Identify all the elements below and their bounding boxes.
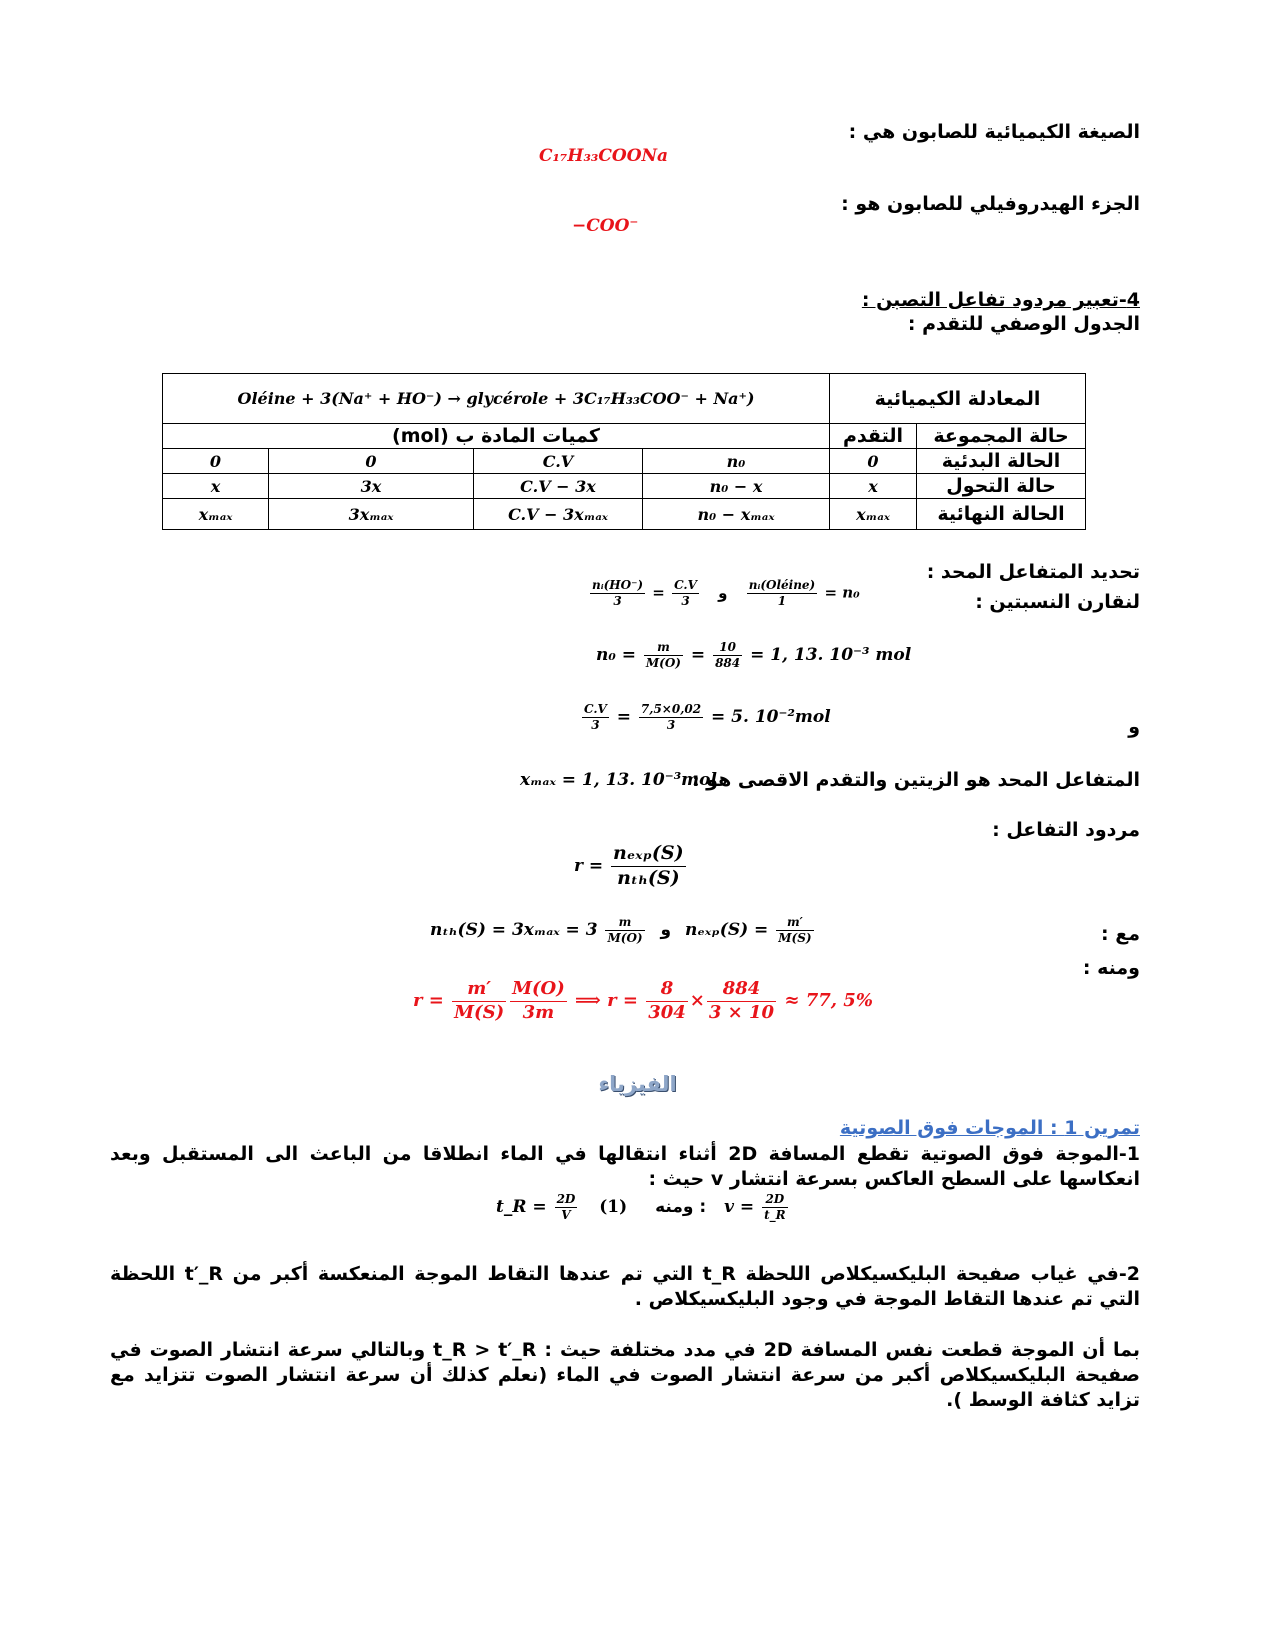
- nth-expr: nₜₕ(S) = 3xₘₐₓ = 3: [430, 920, 598, 940]
- and-word: و: [718, 583, 728, 602]
- chemical-equation: Oléine + 3(Na⁺ + HO⁻) → glycérole + 3C₁₇H₃₃COO⁻ + Na⁺): [163, 374, 830, 424]
- row-cell: C.V − 3xₘₐₓ: [474, 499, 643, 530]
- ratio2-rhs: = n₀: [824, 583, 860, 602]
- row-cell: C.V − 3x: [474, 474, 643, 499]
- question-1: 1-الموجة فوق الصوتية تقطع المسافة 2D أثناء انتقالها في الماء انطلاقا من الباعث الى المستقبل وبعد انعكاسها على السطح العاكس بسرعة انتشار v حيث :: [110, 1143, 1141, 1190]
- row-advance: x: [830, 474, 917, 499]
- cv-frac1-den: 3: [582, 717, 609, 733]
- nexp-num: m′: [786, 915, 803, 929]
- row-cell: xₘₐₓ: [163, 499, 269, 530]
- final-f4-den: 3 × 10: [708, 1001, 775, 1023]
- ratio-equation: $\frac{\text{nᵢ(HO⁻)}}{3}$ = $\frac{C.V}{3}$ و $\frac{\text{nᵢ(Oléine)}}{1}$ = n₀: [592, 578, 860, 608]
- table-row: [163, 474, 1086, 499]
- nth-den: M(O): [607, 931, 643, 945]
- nth-num: m: [618, 915, 632, 929]
- final-implies: ⟹ r =: [575, 990, 638, 1011]
- row-cell: 3x: [269, 474, 474, 499]
- yield-formula: [574, 842, 688, 891]
- row-cell: 0: [269, 449, 474, 474]
- ratio1-num: nᵢ(HO⁻): [592, 578, 644, 592]
- n0-frac2-den: 884: [715, 656, 741, 670]
- table-row: [163, 449, 1086, 474]
- row-cell: 0: [163, 449, 269, 474]
- n0-result: = 1, 13. 10⁻³ mol: [750, 645, 912, 665]
- tr-tag: (1): [599, 1197, 628, 1217]
- row-cell: n₀ − x: [643, 474, 830, 499]
- cv-equation: $\frac{C.V}{3}$ = $\frac{7,5\times 0,02}{3}$ = 5. 10⁻²mol: [584, 702, 831, 732]
- row-cell: x: [163, 474, 269, 499]
- v-den: t_R: [764, 1208, 786, 1222]
- hence-word: ومنه :: [655, 1197, 707, 1217]
- nexp-expr: nₑₓₚ(S) =: [685, 920, 769, 940]
- n0-equation: n₀ = $\frac{m}{M(O)}$ = $\frac{10}{884}$ = 1, 13. 10⁻³ mol: [596, 640, 912, 670]
- state-header: حالة المجموعة: [917, 424, 1086, 449]
- tr-num: 2D: [556, 1192, 576, 1206]
- final-times: ×: [689, 990, 705, 1011]
- final-f1-num: m′: [467, 978, 491, 999]
- tr-den: V: [555, 1207, 578, 1223]
- with-label: مع :: [1101, 923, 1140, 945]
- n0-frac1-num: m: [657, 640, 670, 654]
- v-lhs: v =: [724, 1197, 755, 1217]
- tr-formula: [496, 1192, 790, 1223]
- row-state: حالة التحول: [917, 474, 1086, 499]
- row-cell: 3xₘₐₓ: [269, 499, 474, 530]
- cv-result: = 5. 10⁻²mol: [711, 707, 831, 727]
- final-f1-den: M(S): [454, 1001, 505, 1023]
- yield-title: مردود التفاعل :: [992, 819, 1140, 841]
- final-f3-den: 304: [648, 1001, 686, 1023]
- nexp-den: M(S): [778, 931, 812, 945]
- r-lhs: r =: [574, 855, 604, 876]
- n0-frac2-num: 10: [719, 640, 736, 654]
- r-num: nₑₓₚ(S): [613, 842, 684, 864]
- nth-nexp-equation: [430, 915, 816, 946]
- hydrophilic-label: الجزء الهيدروفيلي للصابون هو :: [841, 193, 1140, 215]
- final-result: ≈ 77, 5%: [784, 990, 873, 1011]
- xmax-value: xₘₐₓ = 1, 13. 10⁻³mol: [520, 770, 717, 790]
- and-label: و: [1128, 716, 1140, 738]
- cv-frac2-num: 7,5×0,02: [640, 702, 702, 716]
- equation-header: المعادلة الكيميائية: [830, 374, 1086, 424]
- question-2: 2-في غياب صفيحة البليكسيكلاص اللحظة t_R التي تم عندها التقاط الموجة المنعكسة أكبر من t′_R اللحظة التي تم عندها التقاط الموجة في وجود البليكسيكلاص .: [110, 1263, 1140, 1310]
- v-num: 2D: [765, 1192, 785, 1206]
- physics-title: الفيزياء: [598, 1072, 677, 1096]
- hence-label: ومنه :: [1082, 957, 1140, 979]
- conclusion-paragraph: بما أن الموجة قطعت نفس المسافة 2D في مدد مختلفة حيث : t_R > t′_R وبالتالي سرعة انتشار الصوت في صفيحة البليكسيكلاص أكبر من سرعة انتشار الصوت في الماء (نعلم كذلك أن سرعة انتشار الصوت تتزايد مع تزايد كثافة الوسط ).: [110, 1339, 1141, 1411]
- ratio1-num2: C.V: [674, 578, 697, 592]
- cv-frac2-den: 3: [639, 717, 703, 733]
- row-cell: C.V: [474, 449, 643, 474]
- exercise-title[interactable]: تمرين 1 : الموجات فوق الصوتية: [839, 1117, 1140, 1139]
- row-cell: n₀: [643, 449, 830, 474]
- progress-table: [162, 373, 1086, 530]
- soap-formula-label: الصيغة الكيميائية للصابون هي :: [848, 121, 1140, 143]
- cv-frac1-num: C.V: [584, 702, 607, 716]
- section4-title: 4-تعبير مردود تفاعل التصبن :: [861, 289, 1140, 311]
- n0-lhs: n₀ =: [596, 645, 636, 665]
- n0-frac1-den: M(O): [645, 656, 681, 670]
- limiting-title: تحديد المتفاعل المحد :: [926, 561, 1140, 583]
- ratio1-den: 3: [590, 593, 645, 609]
- table-row: [163, 499, 1086, 530]
- ratio2-num: nᵢ(Oléine): [748, 578, 816, 592]
- compare-label: لنقارن النسبتين :: [975, 591, 1140, 613]
- final-f2-num: M(O): [512, 978, 565, 999]
- final-yield: [413, 978, 873, 1024]
- limiting-conclusion: المتفاعل المحد هو الزيتين والتقدم الاقصى هو :: [691, 769, 1140, 791]
- row-state: الحالة البدئية: [917, 449, 1086, 474]
- hydrophilic-group: −COO⁻: [572, 216, 639, 236]
- advance-header: التقدم: [830, 424, 917, 449]
- table-intro: الجدول الوصفي للتقدم :: [907, 313, 1140, 335]
- row-cell: n₀ − xₘₐₓ: [643, 499, 830, 530]
- final-r: r =: [413, 990, 444, 1011]
- row-advance: 0: [830, 449, 917, 474]
- soap-formula: C₁₇H₃₃COONa: [539, 146, 669, 166]
- final-f4-num: 884: [722, 978, 761, 999]
- row-state: الحالة النهائية: [917, 499, 1086, 530]
- r-den: nₜₕ(S): [611, 866, 686, 891]
- row-advance: xₘₐₓ: [830, 499, 917, 530]
- ratio1-den2: 3: [672, 593, 699, 609]
- ratio2-den: 1: [747, 593, 818, 609]
- quantities-header: كميات المادة ب (mol): [163, 424, 830, 449]
- final-f2-den: 3m: [510, 1001, 567, 1025]
- final-f3-num: 8: [660, 978, 674, 999]
- and-word: و: [660, 920, 672, 940]
- tr-lhs: t_R =: [496, 1197, 547, 1217]
